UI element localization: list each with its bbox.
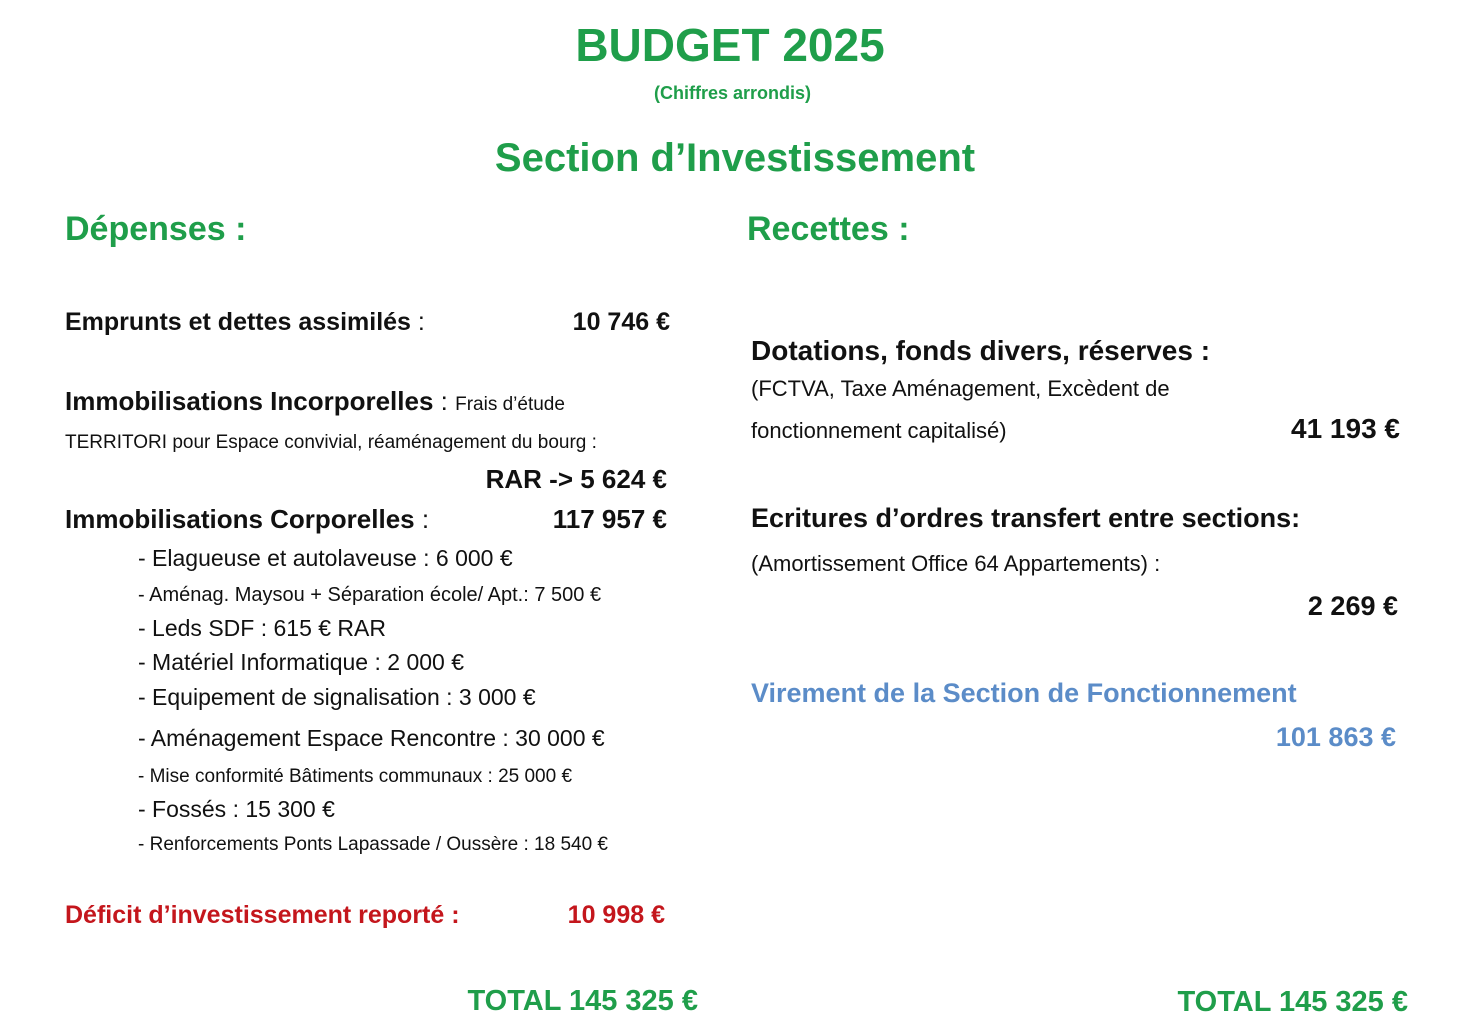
incorporelles-amount: RAR -> 5 624 € — [485, 464, 667, 494]
virement-label: Virement de la Section de Fonctionnement — [751, 678, 1297, 708]
depenses-heading: Dépenses : — [65, 210, 247, 248]
dotations-detail-1: (FCTVA, Taxe Aménagement, Excèdent de — [751, 376, 1170, 401]
incorporelles-label — [65, 388, 565, 414]
page-title: BUDGET 2025 — [575, 19, 885, 71]
recettes-total: TOTAL 145 325 € — [1177, 986, 1408, 1018]
emprunts-sep: : — [410, 308, 425, 336]
section-title: Section d’Investissement — [494, 136, 976, 180]
depenses-total: TOTAL 145 325 € — [467, 985, 698, 1017]
incorporelles-text: Immobilisations Incorporelles — [65, 386, 434, 416]
ecritures-amount: 2 269 € — [1307, 591, 1398, 621]
emprunts-label — [65, 310, 425, 335]
incorporelles-detail-1: Frais d’étude — [455, 394, 565, 415]
corporelles-item: - Leds SDF : 615 € RAR — [138, 615, 386, 641]
corporelles-item: - Aménagement Espace Rencontre : 30 000 € — [138, 725, 605, 751]
corporelles-item: - Fossés : 15 300 € — [138, 796, 335, 822]
corporelles-item: - Matériel Informatique : 2 000 € — [138, 649, 464, 675]
deficit-label: Déficit d’investissement reporté : — [65, 901, 460, 929]
recettes-heading: Recettes : — [747, 210, 910, 248]
ecritures-detail: (Amortissement Office 64 Appartements) : — [751, 551, 1161, 576]
virement-amount: 101 863 € — [1275, 722, 1396, 752]
dotations-label: Dotations, fonds divers, réserves : — [751, 335, 1211, 366]
emprunts-amount: 10 746 € — [572, 308, 670, 336]
incorporelles-detail-2: TERRITORI pour Espace convivial, réaménagement du bourg : — [65, 432, 597, 453]
corporelles-item: - Equipement de signalisation : 3 000 € — [138, 684, 536, 710]
incorporelles-sep: : — [433, 386, 456, 416]
deficit-amount: 10 998 € — [567, 901, 665, 929]
corporelles-item: - Elagueuse et autolaveuse : 6 000 € — [138, 545, 513, 571]
corporelles-label — [65, 506, 429, 532]
corporelles-sep: : — [414, 504, 430, 534]
dotations-amount: 41 193 € — [1291, 413, 1400, 444]
corporelles-item: - Renforcements Ponts Lapassade / Oussère : 18 540 € — [138, 834, 608, 855]
emprunts-text: Emprunts et dettes assimilés — [65, 308, 411, 336]
dotations-detail-2: fonctionnement capitalisé) — [751, 418, 1007, 443]
corporelles-item: - Aménag. Maysou + Séparation école/ Apt.: 7 500 € — [138, 584, 602, 606]
ecritures-label: Ecritures d’ordres transfert entre sections: — [751, 503, 1301, 533]
corporelles-item: - Mise conformité Bâtiments communaux : 25 000 € — [138, 766, 573, 787]
corporelles-amount: 117 957 € — [552, 504, 667, 534]
page-subtitle: (Chiffres arrondis) — [653, 83, 812, 103]
corporelles-text: Immobilisations Corporelles — [65, 504, 415, 534]
